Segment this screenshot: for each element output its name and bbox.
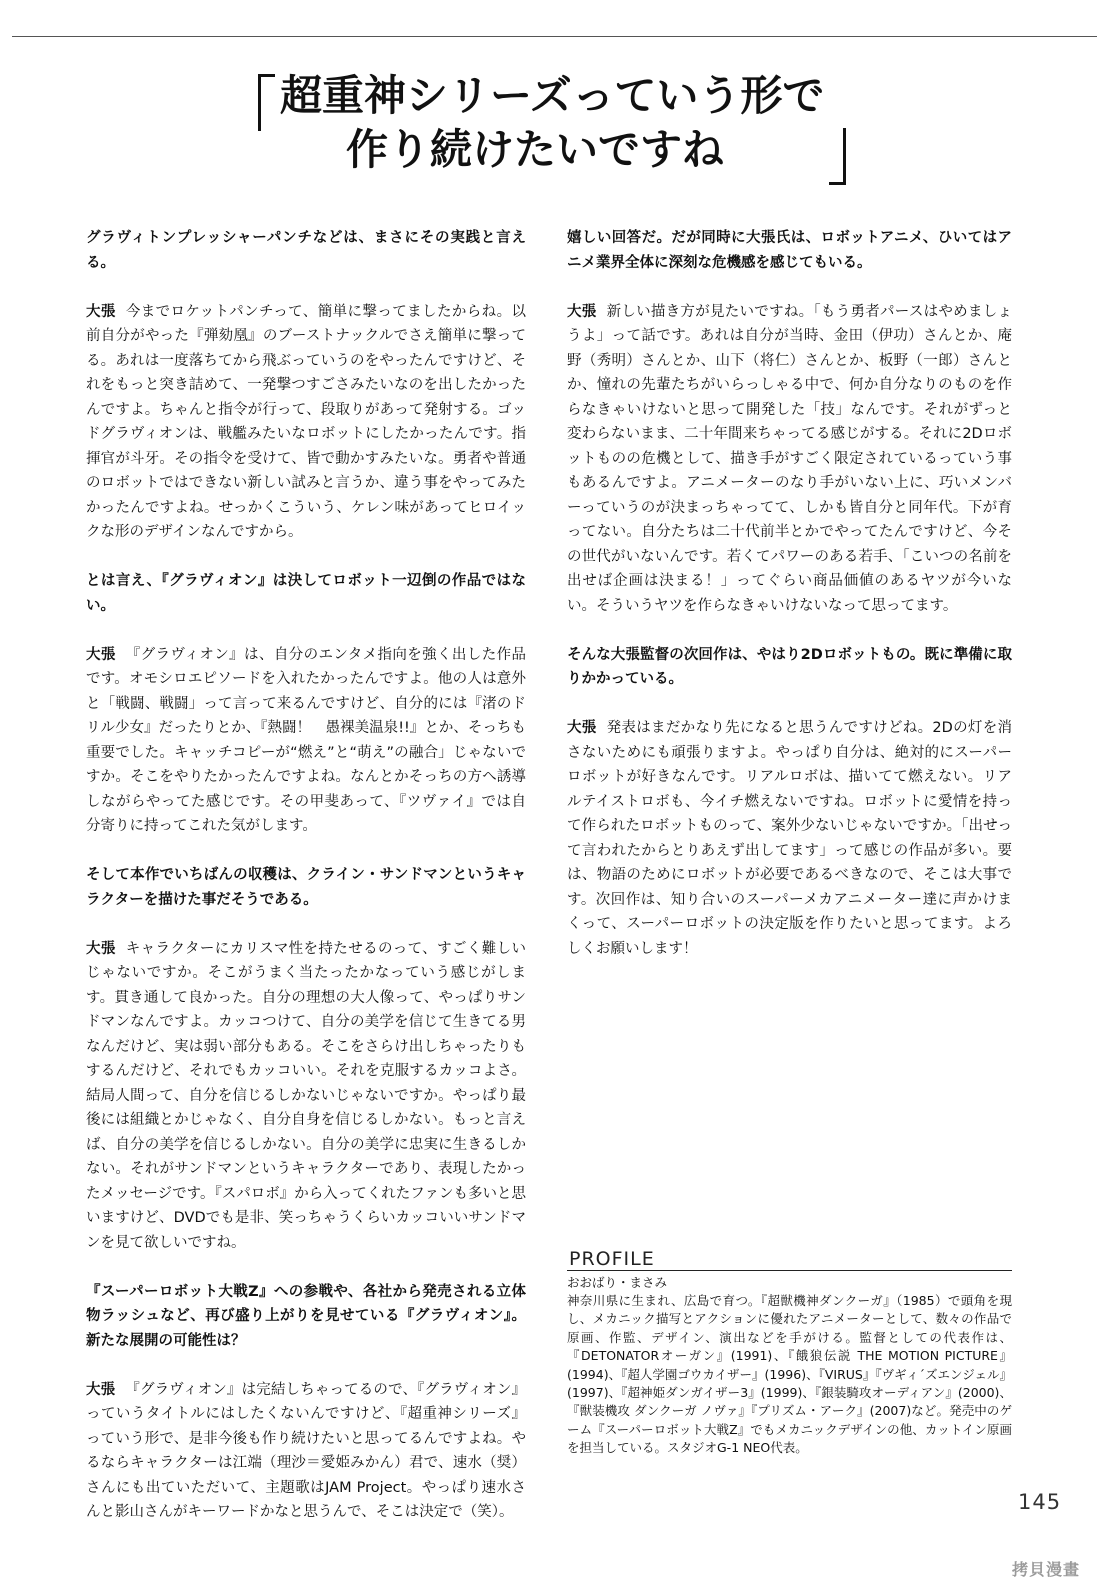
headline-line-1: 超重神シリーズっていう形で <box>280 71 825 120</box>
answer-paragraph <box>86 1378 526 1525</box>
answer-text: 新しい描き方が見たいですね。「もう勇者パースはやめましょうよ」って話です。あれは自分が当時、金田（伊功）さんとか、庵野（秀明）さんとか、山下（将仁）さんとか、板野（一郎）さんとか、憧れの先輩たちがいらっしゃる中で、何か自分なりのものを作らなきゃいけないと思って開発した「技」なんです。それがずっと変わらないまま、二十年間来ちゃってる感じがする。それに2Dロボットものの危機として、描き手がすごく限定されているっていう事もあるんですよ。アニメーターのなり手がいない上に、巧いメンバーっていうのが決まっちゃってて、しかも皆自分と同年代。下が育ってない。自分たちは二十代前半とかでやってたんですけど、今その世代がいないんです。若くてパワーのある若手、「こいつの名前を出せば企画は決まる！」ってぐらい商品価値のあるヤツが今いない。そういうヤツを作らなきゃいけないなって思ってます。 <box>567 303 1013 614</box>
speaker-label: 大張 <box>567 720 597 736</box>
speaker-label: 大張 <box>86 940 116 957</box>
question-paragraph: そして本作でいちばんの収穫は、クライン・サンドマンというキャラクターを描けた事だそうである。 <box>86 867 526 908</box>
speaker-label: 大張 <box>86 1381 116 1398</box>
question-paragraph: グラヴィトンプレッシャーパンチなどは、まさにその実践と言える。 <box>86 230 526 271</box>
answer-paragraph <box>567 300 1012 619</box>
profile-rule <box>567 1270 1012 1271</box>
question-paragraph: とは言え、『グラヴィオン』は決してロボット一辺倒の作品ではない。 <box>86 573 526 614</box>
speaker-label: 大張 <box>567 303 597 320</box>
headline-close-bracket <box>829 128 846 185</box>
top-rule <box>12 36 1097 37</box>
answer-paragraph <box>567 716 1012 961</box>
answer-text: 発表はまだかなり先になると思うんですけどね。2Dの灯を消さないためにも頑張りますよ。やっぱり自分は、絶対的にスーパーロボットが好きなんです。リアルロボは、描いてて燃えない。リアルテイストロボも、今イチ燃えないですね。ロボットに愛情を持って作られたロボットものって、案外少ないじゃないですか。「出せって言われたからとりあえず出してます」って感じの作品が多い。要は、物語のためにロボットが必要であるべきなので、そこは大事です。次回作は、知り合いのスーパーメカアニメーター達に声かけまくって、スーパーロボットの決定版を作りたいと思ってます。よろしくお願いします！ <box>567 720 1013 957</box>
right-column <box>567 226 1012 986</box>
profile-box <box>567 1248 1012 1458</box>
answer-text: キャラクターにカリスマ性を持たせるのって、すごく難しいじゃないですか。そこがうまく当たったかなっていう感じがします。貫き通して良かった。自分の理想の大人像って、やっぱりサンドマンなんですよ。カッコつけて、自分の美学を信じて生きてる男なんだけど、実は弱い部分もある。そこをさらけ出しちゃったりもするんだけど、それでもカッコいい。それを克服するカッコよさ。結局人間って、自分を信じるしかないじゃないですか。やっぱり最後には組織とかじゃなく、自分自身を信じるしかない。もっと言えば、自分の美学を信じるしかない。自分の美学に忠実に生きるしかない。それがサンドマンというキャラクターであり、表現したかったメッセージです。『スパロボ』から入ってくれたファンも多いと思いますけど、DVDでも是非、笑っちゃうくらいカッコいいサンドマンを見て欲しいですね。 <box>86 940 526 1251</box>
answer-text: 『グラヴィオン』は、自分のエンタメ指向を強く出した作品です。オモシロエピソードを入れたかったんですよ。他の人は意外と「戦闘、戦闘」って言って来るんですけど、自分的には『渚のドリル少女』だったりとか、『熱闘！ 愚裸美温泉!!』とか、そっちも重要でした。キャッチコピーが“燃え”と“萌え”の融合」じゃないですか。そこをやりたかったんですよね。なんとかそっちの方へ誘導しながらやってた感じです。その甲斐あって、『ツヴァイ』では自分寄りに持ってこれた気がします。 <box>86 646 526 834</box>
watermark: 拷貝漫畫 <box>1012 1560 1081 1579</box>
speaker-label: 大張 <box>86 303 116 320</box>
answer-text: 今までロケットパンチって、簡単に撃ってましたからね。以前自分がやった『弾劾凰』のブーストナックルでさえ簡単に撃ってる。あれは一度落ちてから飛ぶっていうのをやったんですけど、それをもっと突き詰めて、一発撃つすごさみたいなのを出したかったんですよ。ちゃんと指令が行って、段取りがあって発射する。ゴッドグラヴィオンは、戦艦みたいなロボットにしたかったんです。指揮官が斗牙。その指令を受けて、皆で動かすみたいな。勇者や普通のロボットではできない新しい試みと言うか、違う事をやってみたかったんですよね。せっかくこういう、ケレン味があってヒロイックな形のデザインなんですから。 <box>86 303 526 540</box>
answer-paragraph <box>86 937 526 1256</box>
question-paragraph: 『スーパーロボット大戦Z』への参戦や、各社から発売される立体物ラッシュなど、再び盛り上がりを見せている『グラヴィオン』。新たな展開の可能性は？ <box>86 1283 526 1349</box>
profile-heading: PROFILE <box>569 1248 655 1270</box>
question-paragraph: 嬉しい回答だ。だが同時に大張氏は、ロボットアニメ、ひいてはアニメ業界全体に深刻な危機感を感じてもいる。 <box>567 230 1012 271</box>
profile-name: おおばり・まさみ <box>567 1275 668 1290</box>
profile-body: 神奈川県に生まれ、広島で育つ。『超獣機神ダンクーガ』（1985）で頭角を現し、メカニック描写とアクションに優れたアニメーターとして、数々の作品で原画、作監、デザイン、演出などを手がける。監督としての代表作は、『DETONATORオーガン』(1991)、『餓狼伝説 THE MOTION PICTURE』(1994)、『超人学園ゴウカイザー』(1996)、『VIRUS』『ヴギィ´ズエンジェル』(1997)、『超神姫ダンガイザー3』(1999)、『銀装騎攻オーディアン』(2000)、『獣装機攻 ダンクーガ ノヴァ』『プリズム・アーク』(2007)など。発売中のゲーム『スーパーロボット大戦Z』でもメカニックデザインの他、カットイン原画を担当している。スタジオG-1 NEO代表。 <box>567 1293 1012 1456</box>
answer-paragraph <box>86 300 526 545</box>
headline <box>258 68 848 186</box>
headline-line-2: 作り続けたいですね <box>346 125 725 174</box>
answer-paragraph <box>86 643 526 839</box>
speaker-label: 大張 <box>86 646 116 663</box>
answer-text: 『グラヴィオン』は完結しちゃってるので、『グラヴィオン』っていうタイトルにはしたくないんですけど、『超重神シリーズ』っていう形で、是非今後も作り続けたいと思ってるんですよね。やるならキャラクターは江端（理沙＝愛姫みかん）君で、速水（奨）さんにも出ていただいて、主題歌はJAM Project。やっぱり速水さんと影山さんがキーワードかなと思うんで、そこは決定で（笑）。 <box>86 1381 527 1520</box>
headline-open-bracket <box>258 74 275 131</box>
page-number: 145 <box>1018 1490 1062 1514</box>
question-paragraph: そんな大張監督の次回作は、やはり2Dロボットもの。既に準備に取りかかっている。 <box>567 646 1012 687</box>
left-column <box>86 226 526 1549</box>
